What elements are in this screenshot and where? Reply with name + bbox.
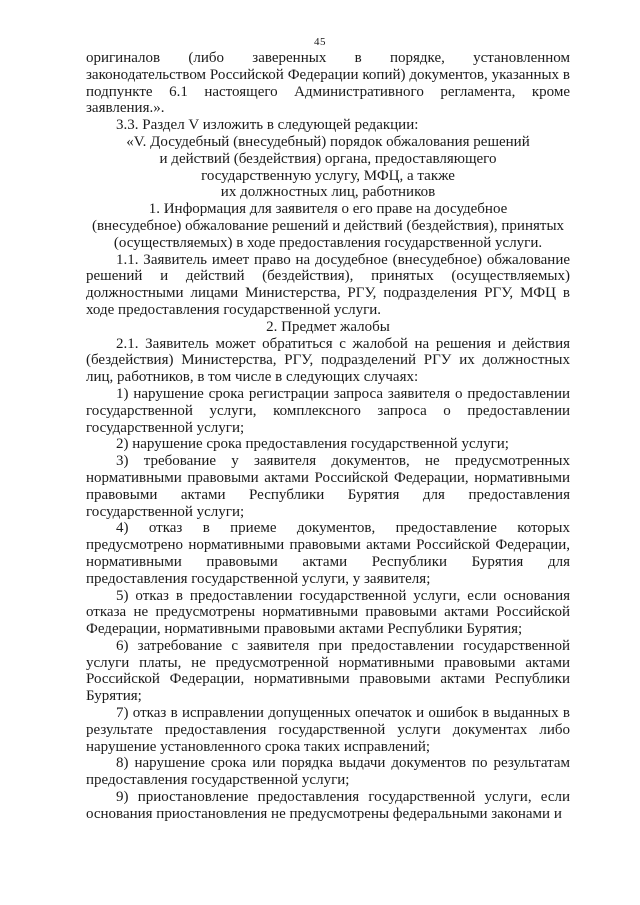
paragraph-section-3-3: 3.3. Раздел V изложить в следующей редакции: — [116, 117, 419, 134]
page-number: 45 — [314, 36, 326, 48]
subsection-2-heading-line: 2. Предмет жалобы — [266, 318, 390, 335]
subsection-1-heading-line: (внесудебное) обжалование решений и действий (бездействия), принятых — [91, 217, 565, 234]
section-v-heading — [86, 134, 570, 201]
subsection-1-heading-line: (осуществляемых) в ходе предоставления государственной услуги. — [113, 234, 543, 251]
section-v-heading-line: «V. Досудебный (внесудебный) порядок обжалования решений — [126, 133, 530, 150]
list-item-3: 3) требование у заявителя документов, не предусмотренных нормативными правовыми актами Российской Федерации, нормативными правовыми актами Республики Бурятия для предоставления государственной услуги; — [86, 453, 570, 520]
list-item-6: 6) затребование с заявителя при предоставлении государственной услуги платы, не предусмотренной нормативными правовыми актами Российской Федерации, нормативными правовыми актами Республики Бурятия; — [86, 637, 570, 705]
section-v-heading-line: и действий (бездействия) органа, предоставляющего — [159, 150, 497, 167]
list-item-1: 1) нарушение срока регистрации запроса заявителя о предоставлении государственной услуги, комплексного запроса о предоставлении государственной услуги; — [86, 385, 570, 436]
list-item-7: 7) отказ в исправлении допущенных опечаток и ошибок в выданных в результате предоставления государственной услуги документах либо нарушение установленного срока таких исправлений; — [86, 705, 570, 755]
paragraph-originals: оригиналов (либо заверенных в порядке, установленном законодательством Российской Федерации копий) документов, указанных в подпункте 6.1 настоящего Административного регламента, кроме заявления.». — [86, 50, 570, 117]
subsection-1-heading-line: 1. Информация для заявителя о его праве на досудебное — [148, 201, 508, 218]
subsection-2-heading — [86, 319, 570, 336]
paragraph-2-1: 2.1. Заявитель может обратиться с жалобой на решения и действия (бездействия) Министерства, РГУ, подразделений РГУ их должностных лиц, работников, в том числе в следующих случаях: — [86, 335, 570, 386]
section-v-heading-line: государственную услугу, МФЦ, а также — [201, 167, 455, 184]
list-item-4: 4) отказ в приеме документов, предоставление которых предусмотрено нормативными правовыми актами Российской Федерации, нормативными правовыми актами Республики Бурятия для предоставления государственной услуги, у заявителя; — [86, 520, 570, 587]
subsection-1-heading — [86, 201, 570, 251]
section-v-heading-line: их должностных лиц, работников — [220, 184, 436, 201]
list-item-2: 2) нарушение срока предоставления государственной услуги; — [116, 436, 509, 453]
list-item-5: 5) отказ в предоставлении государственной услуги, если основания отказа не предусмотрены нормативными правовыми актами Российской Федерации, нормативными правовыми актами Республики Бурятия; — [86, 587, 570, 638]
list-item-9: 9) приостановление предоставления государственной услуги, если основания приостановления не предусмотрены федеральными законами и — [86, 789, 570, 822]
list-item-8: 8) нарушение срока или порядка выдачи документов по результатам предоставления государственной услуги; — [86, 755, 570, 789]
paragraph-1-1: 1.1. Заявитель имеет право на досудебное (внесудебное) обжалование решений и действий (бездействия), принятых (осуществляемых) должностными лицами Министерства, РГУ, подразделения РГУ, МФЦ в ходе предоставления государственной услуги. — [86, 251, 570, 318]
document-body — [86, 50, 570, 823]
